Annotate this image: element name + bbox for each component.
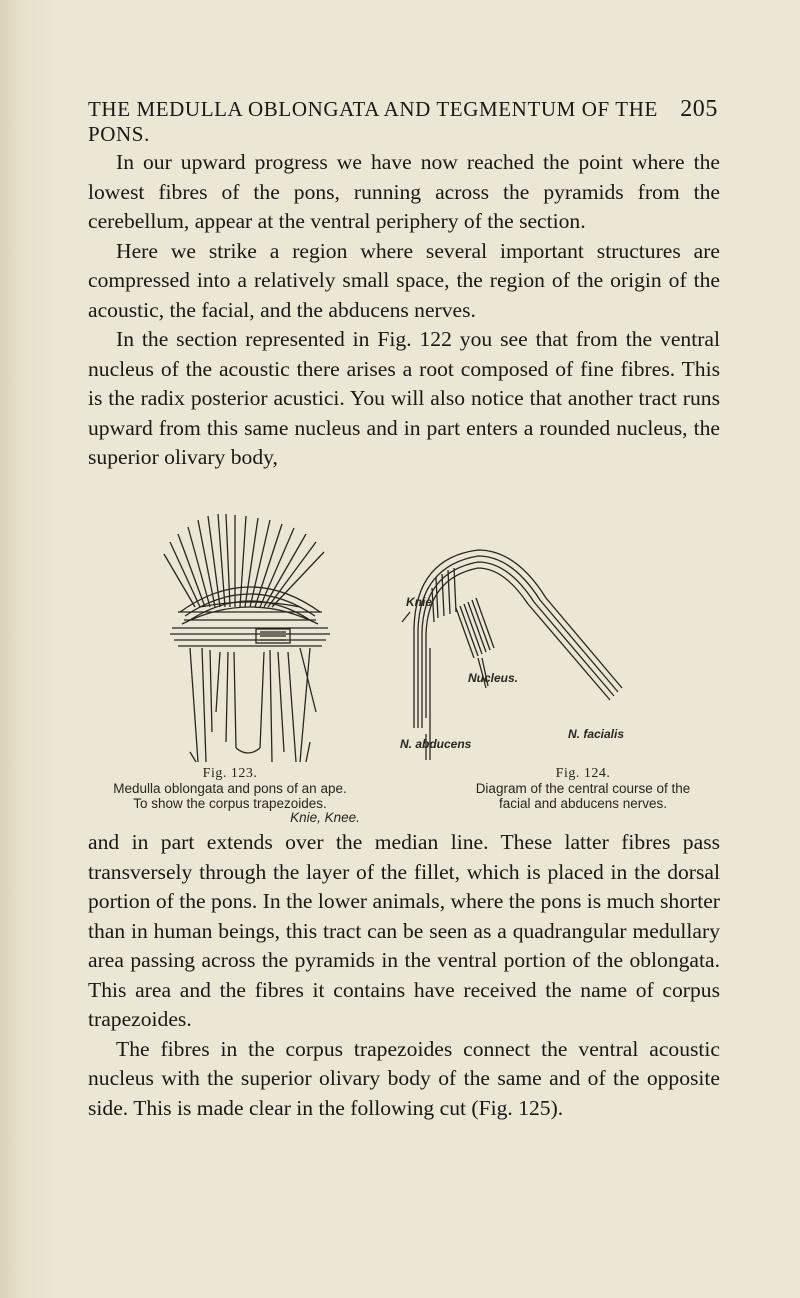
fig-124-number: Fig. 124. bbox=[555, 766, 611, 781]
fig-124-caption-line: facial and abducens nerves. bbox=[498, 796, 668, 811]
running-header bbox=[88, 96, 718, 147]
fig-123-number: Fig. 123. bbox=[202, 766, 258, 781]
fig-124-caption bbox=[418, 766, 748, 811]
fig-123-illustration bbox=[160, 512, 350, 764]
paragraph: The fibres in the corpus trapezoides connect the ventral acoustic nucleus with the superior olivary body of the same and of the opposite side. This is made clear in the following cut (Fig. 125). bbox=[88, 1036, 720, 1120]
page-number: 205 bbox=[680, 96, 718, 122]
fig-123-caption-line: Medulla oblongata and pons of an ape. bbox=[113, 781, 347, 796]
paragraph: In our upward progress we have now reached the point where the lowest fibres of the pons, running across the pyramids from the cerebellum, appear at the ventral periphery of the section. bbox=[88, 150, 720, 233]
paragraph: and in part extends over the median line. These latter fibres pass transversely through the layer of the fillet, which is placed in the dorsal portion of the pons. In the lower animals, where the pons is much shorter than in human beings, this tract can be seen as a quadrangular medullary area passing across the pyramids in the ventral portion of the oblongata. This area and the fibres it contains have received the name of corpus trapezoides. bbox=[88, 830, 720, 1031]
figures-row bbox=[0, 508, 800, 825]
running-title: THE MEDULLA OBLONGATA AND TEGMENTUM OF THE PONS. bbox=[88, 97, 658, 146]
paragraph: In the section represented in Fig. 122 you see that from the ventral nucleus of the acoustic there arises a root composed of fine fibres. This is the radix posterior acustici. You will also notice that another tract runs upward from this same nucleus and in part enters a rounded nucleus, the superior olivary body, bbox=[88, 327, 720, 469]
label-abducens: N. abducens bbox=[400, 737, 472, 751]
fig-124-knee-note: Knie, Knee. bbox=[290, 810, 360, 825]
fig-123-caption-line: To show the corpus trapezoides. bbox=[133, 796, 327, 811]
label-nucleus: Nucleus. bbox=[468, 671, 519, 685]
paragraph: Here we strike a region where several important structures are compressed into a relatively small space, the region of the origin of the acoustic, the facial, and the abducens nerves. bbox=[88, 238, 720, 322]
fig-123-caption bbox=[60, 766, 400, 811]
fig-124-caption-line: Diagram of the central course of the bbox=[475, 781, 691, 796]
label-knie: Knie bbox=[406, 595, 433, 609]
body-text-top bbox=[88, 148, 720, 473]
label-facialis: N. facialis bbox=[568, 727, 625, 741]
fig-124-diagram bbox=[396, 538, 636, 763]
body-text-bottom bbox=[88, 828, 720, 1123]
